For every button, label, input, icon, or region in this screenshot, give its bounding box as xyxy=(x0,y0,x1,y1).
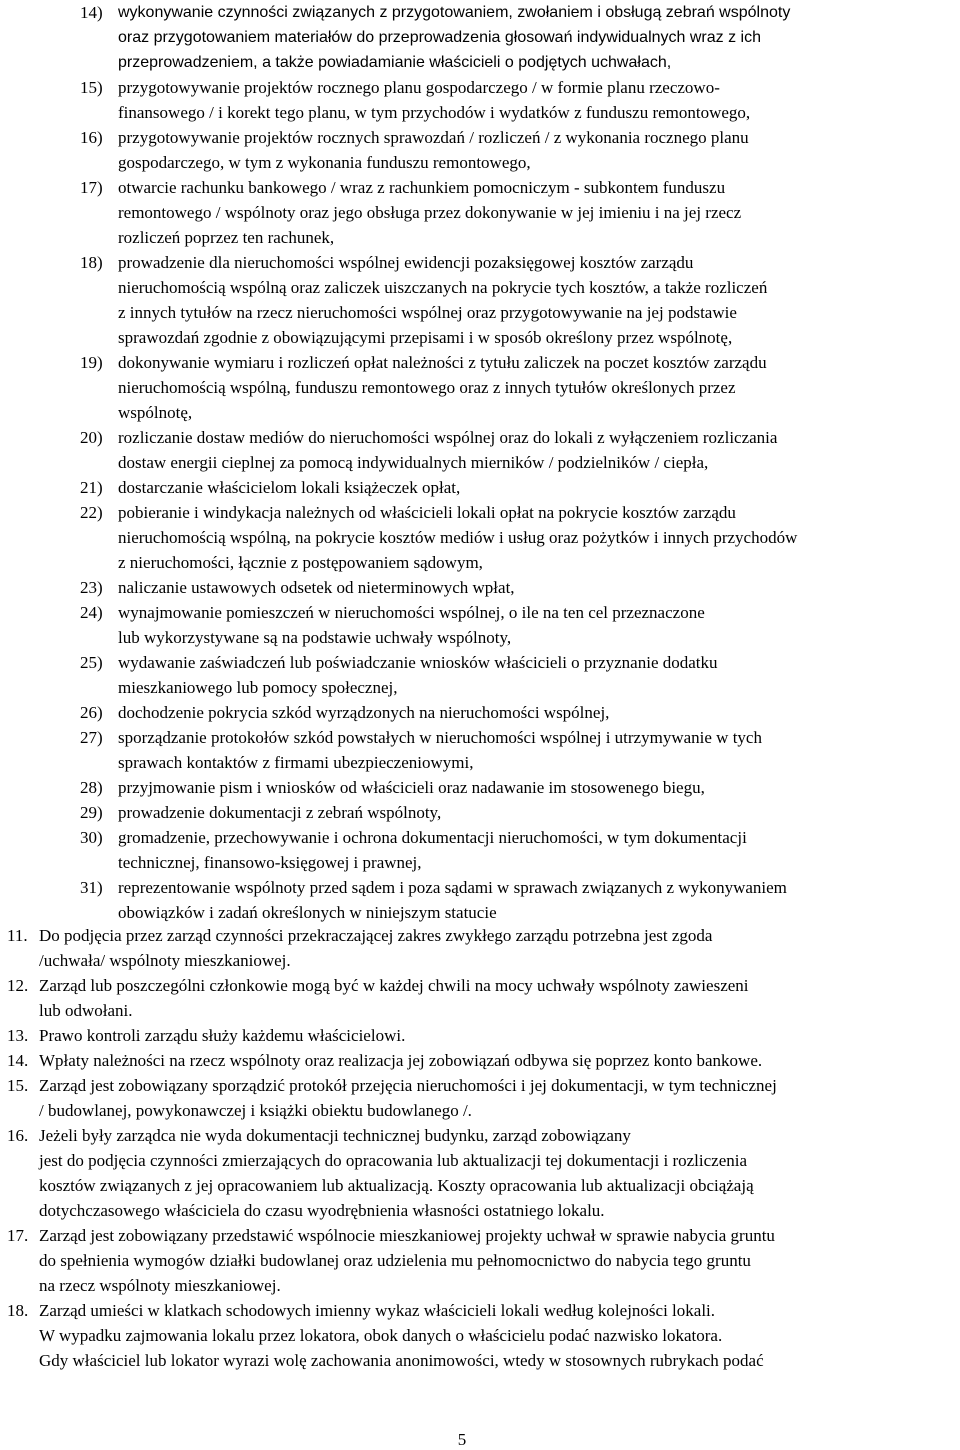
text-line: Zarząd lub poszczególni członkowie mogą być w każdej chwili na mocy uchwały wspólnoty zawieszeni xyxy=(39,976,749,995)
text-line: Do podjęcia przez zarząd czynności przekraczającej zakres zwykłego zarządu potrzebna jest zgoda xyxy=(39,926,713,945)
text-line: finansowego / i korekt tego planu, w tym przychodów i wydatków z funduszu remontowego, xyxy=(118,103,751,122)
text-line: dochodzenie pokrycia szkód wyrządzonych na nieruchomości wspólnej, xyxy=(118,703,610,722)
text-line: z innych tytułów na rzecz nieruchomości wspólnej oraz przygotowywanie na jej podstawie xyxy=(118,303,737,322)
item-text xyxy=(118,350,950,425)
item-text xyxy=(39,1073,957,1123)
item-number: 17) xyxy=(80,178,103,197)
item-number: 14) xyxy=(80,3,103,22)
item-text xyxy=(118,125,950,175)
item-number: 11. xyxy=(7,926,28,945)
text-line: Zarząd umieści w klatkach schodowych imienny wykaz właścicieli lokali według kolejności lokali. xyxy=(39,1301,716,1320)
text-line: mieszkaniowego lub pomocy społecznej, xyxy=(118,678,398,697)
text-line: sprawach kontaktów z firmami ubezpieczeniowymi, xyxy=(118,753,474,772)
text-line: wydawanie zaświadczeń lub poświadczanie wniosków właścicieli o przyznanie dodatku xyxy=(118,653,718,672)
text-line: kosztów związanych z jej opracowaniem lub aktualizacją. Koszty opracowania lub aktualizacji obciążają xyxy=(39,1176,754,1195)
text-line: gromadzenie, przechowywanie i ochrona dokumentacji nieruchomości, w tym dokumentacji xyxy=(118,828,747,847)
text-line: remontowego / wspólnoty oraz jego obsługa przez dokonywanie w jej imieniu i na jej rzecz xyxy=(118,203,742,222)
item-number: 12. xyxy=(7,976,29,995)
text-line: do spełnienia wymogów działki budowlanej oraz udzielenia mu pełnomocnictwo do nabycia tego gruntu xyxy=(39,1251,751,1270)
text-line: prowadzenie dokumentacji z zebrań wspólnoty, xyxy=(118,803,442,822)
text-line: sporządzanie protokołów szkód powstałych w nieruchomości wspólnej i utrzymywanie w tych xyxy=(118,728,762,747)
text-line: Gdy właściciel lub lokator wyrazi wolę zachowania anonimowości, wtedy w stosownych rubrykach podać xyxy=(39,1351,764,1370)
text-line: gospodarczego, w tym z wykonania funduszu remontowego, xyxy=(118,153,531,172)
text-line: nieruchomością wspólną, na pokrycie kosztów mediów i usług oraz pożytków i innych przychodów xyxy=(118,528,798,547)
text-line: / budowlanej, powykonawczej i książki obiektu budowlanego /. xyxy=(39,1101,472,1120)
item-number: 23) xyxy=(80,578,103,597)
item-number: 16) xyxy=(80,128,103,147)
item-text xyxy=(39,1223,957,1298)
text-line: lub wykorzystywane są na podstawie uchwały wspólnoty, xyxy=(118,628,512,647)
item-text xyxy=(118,0,950,75)
item-number: 29) xyxy=(80,803,103,822)
item-text xyxy=(118,425,950,475)
text-line: /uchwała/ wspólnoty mieszkaniowej. xyxy=(39,951,291,970)
text-line: rozliczanie dostaw mediów do nieruchomości wspólnej oraz do lokali z wyłączeniem rozliczania xyxy=(118,428,778,447)
text-line: nieruchomością wspólną, funduszu remontowego oraz z innych tytułów określonych przez xyxy=(118,378,736,397)
item-number: 14. xyxy=(7,1051,29,1070)
item-text xyxy=(118,600,950,650)
text-line: obowiązków i zadań określonych w niniejszym statucie xyxy=(118,903,497,922)
text-line: z nieruchomości, łącznie z postępowaniem sądowym, xyxy=(118,553,483,572)
text-line: Zarząd jest zobowiązany sporządzić protokół przejęcia nieruchomości i jej dokumentacji, w tym technicznej xyxy=(39,1076,777,1095)
text-line: Jeżeli były zarządca nie wyda dokumentacji technicznej budynku, zarząd zobowiązany xyxy=(39,1126,631,1145)
item-text xyxy=(118,250,950,350)
item-number: 26) xyxy=(80,703,103,722)
text-line: sprawozdań zgodnie z obowiązującymi przepisami i w sposób określony przez wspólnotę, xyxy=(118,328,733,347)
text-line: lub odwołani. xyxy=(39,1001,133,1020)
item-text xyxy=(118,825,950,875)
item-text xyxy=(118,175,950,250)
text-line: Wpłaty należności na rzecz wspólnoty oraz realizacja jej zobowiązań odbywa się poprzez konto bankowe. xyxy=(39,1051,763,1070)
text-line: dokonywanie wymiaru i rozliczeń opłat należności z tytułu zaliczek na poczet kosztów zarządu xyxy=(118,353,767,372)
item-number: 31) xyxy=(80,878,103,897)
text-line: Zarząd jest zobowiązany przedstawić wspólnocie mieszkaniowej projekty uchwał w sprawie nabycia gruntu xyxy=(39,1226,775,1245)
item-text xyxy=(39,923,957,973)
item-number: 19) xyxy=(80,353,103,372)
item-number: 20) xyxy=(80,428,103,447)
text-line: przeprowadzeniem, a także powiadamianie właścicieli o podjętych uchwałach, xyxy=(118,54,672,71)
text-line: technicznej, finansowo-księgowej i prawnej, xyxy=(118,853,422,872)
item-text xyxy=(118,700,950,725)
item-number: 15. xyxy=(7,1076,29,1095)
item-number: 18) xyxy=(80,253,103,272)
item-number: 27) xyxy=(80,728,103,747)
text-line: otwarcie rachunku bankowego / wraz z rachunkiem pomocniczym - subkontem funduszu xyxy=(118,178,726,197)
text-line: Prawo kontroli zarządu służy każdemu właścicielowi. xyxy=(39,1026,406,1045)
item-number: 30) xyxy=(80,828,103,847)
item-text xyxy=(118,725,950,775)
page-number: 5 xyxy=(457,1430,467,1449)
item-number: 16. xyxy=(7,1126,29,1145)
text-line: pobieranie i windykacja należnych od właścicieli lokali opłat na pokrycie kosztów zarządu xyxy=(118,503,736,522)
text-line: wspólnotę, xyxy=(118,403,193,422)
text-line: rozliczeń poprzez ten rachunek, xyxy=(118,228,335,247)
text-line: oraz przygotowaniem materiałów do przeprowadzenia głosowań indywidualnych wraz z ich xyxy=(118,29,761,46)
text-line: nieruchomością wspólną oraz zaliczek uiszczanych na pokrycie tych kosztów, a także rozliczeń xyxy=(118,278,768,297)
item-text xyxy=(39,1023,957,1048)
text-line: prowadzenie dla nieruchomości wspólnej ewidencji pozaksięgowej kosztów zarządu xyxy=(118,253,694,272)
text-line: przygotowywanie projektów rocznego planu gospodarczego / w formie planu rzeczowo- xyxy=(118,78,720,97)
text-line: wynajmowanie pomieszczeń w nieruchomości wspólnej, o ile na ten cel przeznaczone xyxy=(118,603,705,622)
item-text xyxy=(118,75,950,125)
text-line: dostaw energii cieplnej za pomocą indywidualnych mierników / podzielników / ciepła, xyxy=(118,453,709,472)
item-text xyxy=(118,500,950,575)
item-text xyxy=(118,775,950,800)
item-number: 17. xyxy=(7,1226,29,1245)
item-number: 25) xyxy=(80,653,103,672)
text-line: wykonywanie czynności związanych z przygotowaniem, zwołaniem i obsługą zebrań wspólnoty xyxy=(118,4,791,21)
item-number: 15) xyxy=(80,78,103,97)
text-line: dotychczasowego właściciela do czasu wyodrębnienia własności ostatniego lokalu. xyxy=(39,1201,605,1220)
item-text xyxy=(39,1298,957,1373)
item-text xyxy=(118,875,950,925)
text-line: jest do podjęcia czynności zmierzających do opracowania lub aktualizacji tej dokumentacji i rozliczenia xyxy=(39,1151,748,1170)
item-number: 18. xyxy=(7,1301,29,1320)
item-text xyxy=(39,973,957,1023)
item-text xyxy=(118,575,950,600)
item-number: 21) xyxy=(80,478,103,497)
item-number: 28) xyxy=(80,778,103,797)
text-line: przyjmowanie pism i wniosków od właścicieli oraz nadawanie im stosowenego biegu, xyxy=(118,778,705,797)
item-text xyxy=(118,650,950,700)
text-line: W wypadku zajmowania lokalu przez lokatora, obok danych o właścicielu podać nazwisko lokatora. xyxy=(39,1326,723,1345)
item-number: 13. xyxy=(7,1026,29,1045)
text-line: dostarczanie właścicielom lokali książeczek opłat, xyxy=(118,478,461,497)
item-text xyxy=(118,800,950,825)
text-line: na rzecz wspólnoty mieszkaniowej. xyxy=(39,1276,281,1295)
text-line: naliczanie ustawowych odsetek od nieterminowych wpłat, xyxy=(118,578,515,597)
item-text xyxy=(118,475,950,500)
item-text xyxy=(39,1048,957,1073)
item-number: 22) xyxy=(80,503,103,522)
text-line: reprezentowanie wspólnoty przed sądem i poza sądami w sprawach związanych z wykonywaniem xyxy=(118,878,787,897)
item-number: 24) xyxy=(80,603,103,622)
text-line: przygotowywanie projektów rocznych sprawozdań / rozliczeń / z wykonania rocznego planu xyxy=(118,128,749,147)
item-text xyxy=(39,1123,957,1223)
